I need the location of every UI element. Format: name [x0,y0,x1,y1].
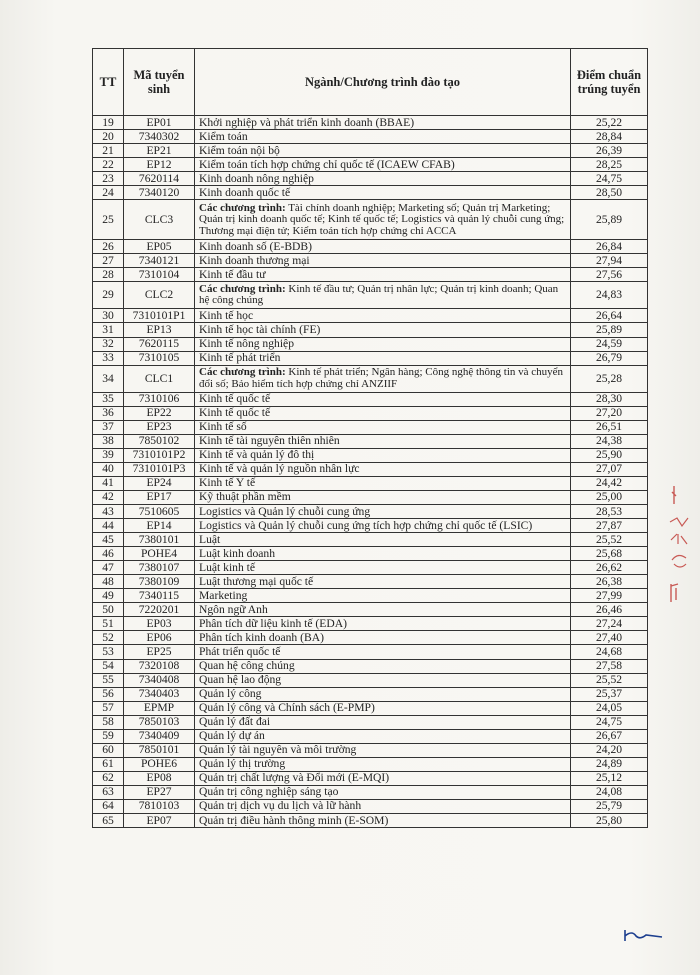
program-name-text: Logistics và Quản lý chuỗi cung ứng [199,504,371,518]
cutoff-score: 25,12 [571,771,648,785]
program-name [195,268,571,282]
row-number: 19 [93,116,124,130]
table-row [93,575,648,589]
cutoff-score: 25,22 [571,116,648,130]
program-name-text: Quản lý công [199,687,262,701]
program-name [195,240,571,254]
row-number: 23 [93,172,124,186]
row-number: 48 [93,575,124,589]
table-row [93,673,648,687]
program-name-text: Kinh doanh nông nghiệp [199,171,314,185]
row-number: 22 [93,158,124,172]
program-name [195,814,571,828]
table-row [93,743,648,757]
table-row [93,814,648,828]
program-name-text: Kinh doanh số (E-BDB) [199,239,313,253]
program-name [195,392,571,406]
row-number: 31 [93,323,124,337]
admission-code: 7340121 [124,254,195,268]
cutoff-score: 25,28 [571,365,648,392]
row-number: 34 [93,365,124,392]
program-name [195,434,571,448]
program-name [195,715,571,729]
table-row [93,282,648,309]
table-row [93,561,648,575]
admission-code: 7340409 [124,729,195,743]
table-row [93,392,648,406]
program-name [195,476,571,490]
row-number: 33 [93,351,124,365]
admission-code: EP21 [124,144,195,158]
cutoff-score: 25,90 [571,448,648,462]
cutoff-score: 25,79 [571,799,648,813]
program-name [195,309,571,323]
table-row [93,116,648,130]
table-row [93,144,648,158]
program-name [195,337,571,351]
admission-code: CLC3 [124,200,195,240]
table-row [93,268,648,282]
table-header-row [93,49,648,116]
table-row [93,504,648,518]
admission-code: 7850102 [124,434,195,448]
admission-code: EPMP [124,701,195,715]
table-row [93,130,648,144]
admission-code: EP07 [124,814,195,828]
admission-code: 7510605 [124,504,195,518]
header-score: Điểm chuẩn trúng tuyển [571,49,648,116]
cutoff-score: 24,75 [571,715,648,729]
table-row [93,448,648,462]
admission-code: 7340403 [124,687,195,701]
row-number: 29 [93,282,124,309]
program-name [195,561,571,575]
admission-code: 7340120 [124,186,195,200]
table-row [93,172,648,186]
table-row [93,519,648,533]
row-number: 39 [93,448,124,462]
program-name-text: Kinh tế số [199,420,247,434]
cutoff-score: 26,67 [571,729,648,743]
table-row [93,757,648,771]
table-row [93,462,648,476]
cutoff-score: 24,42 [571,476,648,490]
table-row [93,323,648,337]
program-name-text: Luật [199,532,221,546]
program-name-text: Khởi nghiệp và phát triển kinh doanh (BBAE) [199,115,415,129]
admission-code: 7310106 [124,392,195,406]
program-name [195,158,571,172]
table-row [93,617,648,631]
admission-code: 7850101 [124,743,195,757]
program-name-text: Kinh tế phát triển [199,351,281,365]
program-name-text: Kinh tế tài nguyên thiên nhiên [199,434,340,448]
program-name [195,659,571,673]
admission-code: EP08 [124,771,195,785]
cutoff-score: 24,89 [571,757,648,771]
program-name [195,200,571,240]
cutoff-score: 24,20 [571,743,648,757]
cutoff-score: 25,52 [571,673,648,687]
table-row [93,659,648,673]
program-name-text: Kinh tế học [199,308,254,322]
program-name-text: Kiểm toán nội bộ [199,143,280,157]
program-name [195,186,571,200]
admission-code: EP17 [124,490,195,504]
program-name [195,504,571,518]
row-number: 52 [93,631,124,645]
program-name [195,462,571,476]
cutoff-score: 27,56 [571,268,648,282]
program-name [195,172,571,186]
program-name-text: Kinh tế đầu tư [199,267,266,281]
cutoff-score: 24,68 [571,645,648,659]
admission-code: 7810103 [124,799,195,813]
admission-code: 7340302 [124,130,195,144]
program-name-text: Kinh tế phát triển; Ngân hàng; Công nghệ thông tin và chuyển đổi số; Bảo hiểm tích hợp chứng chỉ ANZIIF [199,366,564,390]
table-row [93,533,648,547]
header-program: Ngành/Chương trình đào tạo [195,49,571,116]
row-number: 60 [93,743,124,757]
program-name-text: Kinh tế và quản lý đô thị [199,448,315,462]
program-name [195,144,571,158]
program-name [195,589,571,603]
row-number: 30 [93,309,124,323]
program-name-text: Luật kinh tế [199,560,256,574]
cutoff-score: 24,38 [571,434,648,448]
program-name-text: Kinh tế Y tế [199,476,256,490]
row-number: 24 [93,186,124,200]
program-name-text: Quản lý dự án [199,729,265,743]
admission-code: 7310101P2 [124,448,195,462]
cutoff-score: 24,59 [571,337,648,351]
program-name [195,617,571,631]
program-name-text: Kinh doanh quốc tế [199,185,291,199]
program-name [195,687,571,701]
cutoff-score: 24,75 [571,172,648,186]
program-name [195,406,571,420]
handwritten-margin-mark [668,478,700,608]
cutoff-score: 28,50 [571,186,648,200]
program-name-text: Phát triển quốc tế [199,644,281,658]
program-name [195,130,571,144]
cutoff-score: 25,00 [571,490,648,504]
program-name-text: Quản lý đất đai [199,715,271,729]
cutoff-score: 24,05 [571,701,648,715]
header-code: Mã tuyển sinh [124,49,195,116]
row-number: 41 [93,476,124,490]
program-name [195,645,571,659]
program-name [195,701,571,715]
cutoff-score: 28,30 [571,392,648,406]
row-number: 57 [93,701,124,715]
admission-score-table [92,48,648,828]
admission-code: 7310105 [124,351,195,365]
program-name-text: Kỹ thuật phần mềm [199,490,291,504]
program-name-text: Luật thương mại quốc tế [199,574,314,588]
program-name-text: Quan hệ lao động [199,673,282,687]
program-name [195,785,571,799]
row-number: 54 [93,659,124,673]
row-number: 46 [93,547,124,561]
table-row [93,631,648,645]
table-row [93,547,648,561]
row-number: 63 [93,785,124,799]
program-name-text: Quản trị dịch vụ du lịch và lữ hành [199,799,362,813]
table-row [93,799,648,813]
program-name-text: Quản trị chất lượng và Đổi mới (E-MQI) [199,771,390,785]
program-name-text: Kinh tế và quản lý nguồn nhân lực [199,462,360,476]
table-row [93,589,648,603]
program-name [195,575,571,589]
cutoff-score: 27,07 [571,462,648,476]
row-number: 42 [93,490,124,504]
program-name [195,757,571,771]
admission-code: EP12 [124,158,195,172]
table-row [93,420,648,434]
cutoff-score: 24,83 [571,282,648,309]
cutoff-score: 28,84 [571,130,648,144]
program-name [195,323,571,337]
program-name-text: Luật kinh doanh [199,546,275,560]
table-row [93,254,648,268]
program-name-text: Quản trị điều hành thông minh (E-SOM) [199,813,389,827]
table-row [93,729,648,743]
row-number: 59 [93,729,124,743]
table-row [93,200,648,240]
table-row [93,309,648,323]
admission-code: 7310101P3 [124,462,195,476]
table-row [93,701,648,715]
program-name [195,743,571,757]
table-row [93,434,648,448]
program-name-text: Phân tích dữ liệu kinh tế (EDA) [199,616,347,630]
cutoff-score: 25,89 [571,200,648,240]
header-tt: TT [93,49,124,116]
row-number: 61 [93,757,124,771]
program-name-text: Kinh tế nông nghiệp [199,337,294,351]
cutoff-score: 24,08 [571,785,648,799]
admission-code: EP05 [124,240,195,254]
program-name [195,116,571,130]
program-name-text: Phân tích kinh doanh (BA) [199,630,324,644]
program-name [195,254,571,268]
programs-label: Các chương trình: [199,282,286,295]
program-name-text: Kinh tế quốc tế [199,406,271,420]
row-number: 43 [93,504,124,518]
admission-code: EP24 [124,476,195,490]
cutoff-score: 28,53 [571,504,648,518]
program-name [195,729,571,743]
admission-code: CLC1 [124,365,195,392]
programs-label: Các chương trình: [199,366,286,379]
program-name-text: Tài chính doanh nghiệp; Marketing số; Quản trị Marketing; Quản trị kinh doanh quốc tế; Kinh tế quốc tế; Logistics và quản lý chuỗi cung ứng; Thương mại điện tử; Kiểm toán tích hợp chứng chỉ ACCA [199,201,565,237]
admission-code: 7340115 [124,589,195,603]
table-row [93,240,648,254]
admission-code: 7380107 [124,561,195,575]
cutoff-score: 26,84 [571,240,648,254]
admission-code: 7320108 [124,659,195,673]
program-name [195,533,571,547]
program-name-text: Quản lý thị trường [199,757,286,771]
program-name-text: Kinh tế học tài chính (FE) [199,322,321,336]
admission-code: POHE4 [124,547,195,561]
row-number: 27 [93,254,124,268]
table-row [93,603,648,617]
handwritten-signature-mark [622,926,666,944]
program-name [195,282,571,309]
program-name [195,519,571,533]
row-number: 36 [93,406,124,420]
cutoff-score: 26,62 [571,561,648,575]
program-name-text: Quản lý công và Chính sách (E-PMP) [199,701,375,715]
admission-code: EP22 [124,406,195,420]
program-name-text: Quản lý tài nguyên và môi trường [199,743,357,757]
program-name [195,603,571,617]
table-row [93,186,648,200]
table-row [93,365,648,392]
admission-code: 7220201 [124,603,195,617]
row-number: 26 [93,240,124,254]
programs-label: Các chương trình: [199,201,286,214]
admission-code: 7340408 [124,673,195,687]
row-number: 56 [93,687,124,701]
program-name-text: Kinh tế quốc tế [199,392,271,406]
admission-code: EP23 [124,420,195,434]
program-name-text: Quan hệ công chúng [199,659,295,673]
admission-code: POHE6 [124,757,195,771]
cutoff-score: 26,79 [571,351,648,365]
cutoff-score: 28,25 [571,158,648,172]
program-name-text: Kinh doanh thương mại [199,253,310,267]
program-name-text: Quản trị công nghiệp sáng tạo [199,785,339,799]
row-number: 32 [93,337,124,351]
cutoff-score: 27,20 [571,406,648,420]
cutoff-score: 26,46 [571,603,648,617]
row-number: 47 [93,561,124,575]
row-number: 58 [93,715,124,729]
program-name-text: Kiểm toán [199,129,248,143]
table-row [93,785,648,799]
admission-code: 7620114 [124,172,195,186]
admission-code: 7310101P1 [124,309,195,323]
cutoff-score: 27,94 [571,254,648,268]
admission-code: CLC2 [124,282,195,309]
row-number: 44 [93,519,124,533]
row-number: 37 [93,420,124,434]
program-name [195,673,571,687]
cutoff-score: 26,64 [571,309,648,323]
admission-code: 7380109 [124,575,195,589]
program-name-text: Kiểm toán tích hợp chứng chỉ quốc tế (ICAEW CFAB) [199,157,455,171]
table-row [93,771,648,785]
row-number: 45 [93,533,124,547]
table-body [93,116,648,828]
table-row [93,406,648,420]
admission-code: 7620115 [124,337,195,351]
row-number: 51 [93,617,124,631]
program-name [195,490,571,504]
program-name [195,420,571,434]
admission-code: EP03 [124,617,195,631]
table-row [93,645,648,659]
program-name-text: Logistics và Quản lý chuỗi cung ứng tích hợp chứng chỉ quốc tế (LSIC) [199,518,533,532]
admission-code: EP25 [124,645,195,659]
row-number: 21 [93,144,124,158]
row-number: 55 [93,673,124,687]
row-number: 50 [93,603,124,617]
cutoff-score: 26,38 [571,575,648,589]
row-number: 20 [93,130,124,144]
row-number: 49 [93,589,124,603]
row-number: 40 [93,462,124,476]
program-name [195,631,571,645]
table-row [93,687,648,701]
cutoff-score: 25,68 [571,547,648,561]
program-name [195,351,571,365]
row-number: 53 [93,645,124,659]
cutoff-score: 27,99 [571,589,648,603]
cutoff-score: 26,39 [571,144,648,158]
cutoff-score: 25,52 [571,533,648,547]
admission-code: 7380101 [124,533,195,547]
program-name [195,365,571,392]
row-number: 38 [93,434,124,448]
row-number: 62 [93,771,124,785]
admission-code: EP06 [124,631,195,645]
table-row [93,476,648,490]
program-name [195,799,571,813]
program-name [195,771,571,785]
cutoff-score: 26,51 [571,420,648,434]
admission-code: EP27 [124,785,195,799]
row-number: 64 [93,799,124,813]
row-number: 28 [93,268,124,282]
program-name-text: Marketing [199,588,248,602]
table-row [93,337,648,351]
admission-code: EP14 [124,519,195,533]
program-name-text: Kinh tế đầu tư; Quản trị nhân lực; Quản trị kinh doanh; Quan hệ công chúng [199,282,559,307]
cutoff-score: 27,58 [571,659,648,673]
cutoff-score: 27,87 [571,519,648,533]
program-name [195,547,571,561]
cutoff-score: 25,89 [571,323,648,337]
cutoff-score: 25,80 [571,814,648,828]
admission-code: 7850103 [124,715,195,729]
table-row [93,158,648,172]
cutoff-score: 27,24 [571,617,648,631]
row-number: 35 [93,392,124,406]
program-name [195,448,571,462]
program-name-text: Ngôn ngữ Anh [199,602,268,616]
admission-code: EP01 [124,116,195,130]
table-row [93,351,648,365]
row-number: 25 [93,200,124,240]
cutoff-score: 27,40 [571,631,648,645]
admission-code: EP13 [124,323,195,337]
admission-code: 7310104 [124,268,195,282]
table-row [93,715,648,729]
cutoff-score: 25,37 [571,687,648,701]
table-row [93,490,648,504]
row-number: 65 [93,814,124,828]
